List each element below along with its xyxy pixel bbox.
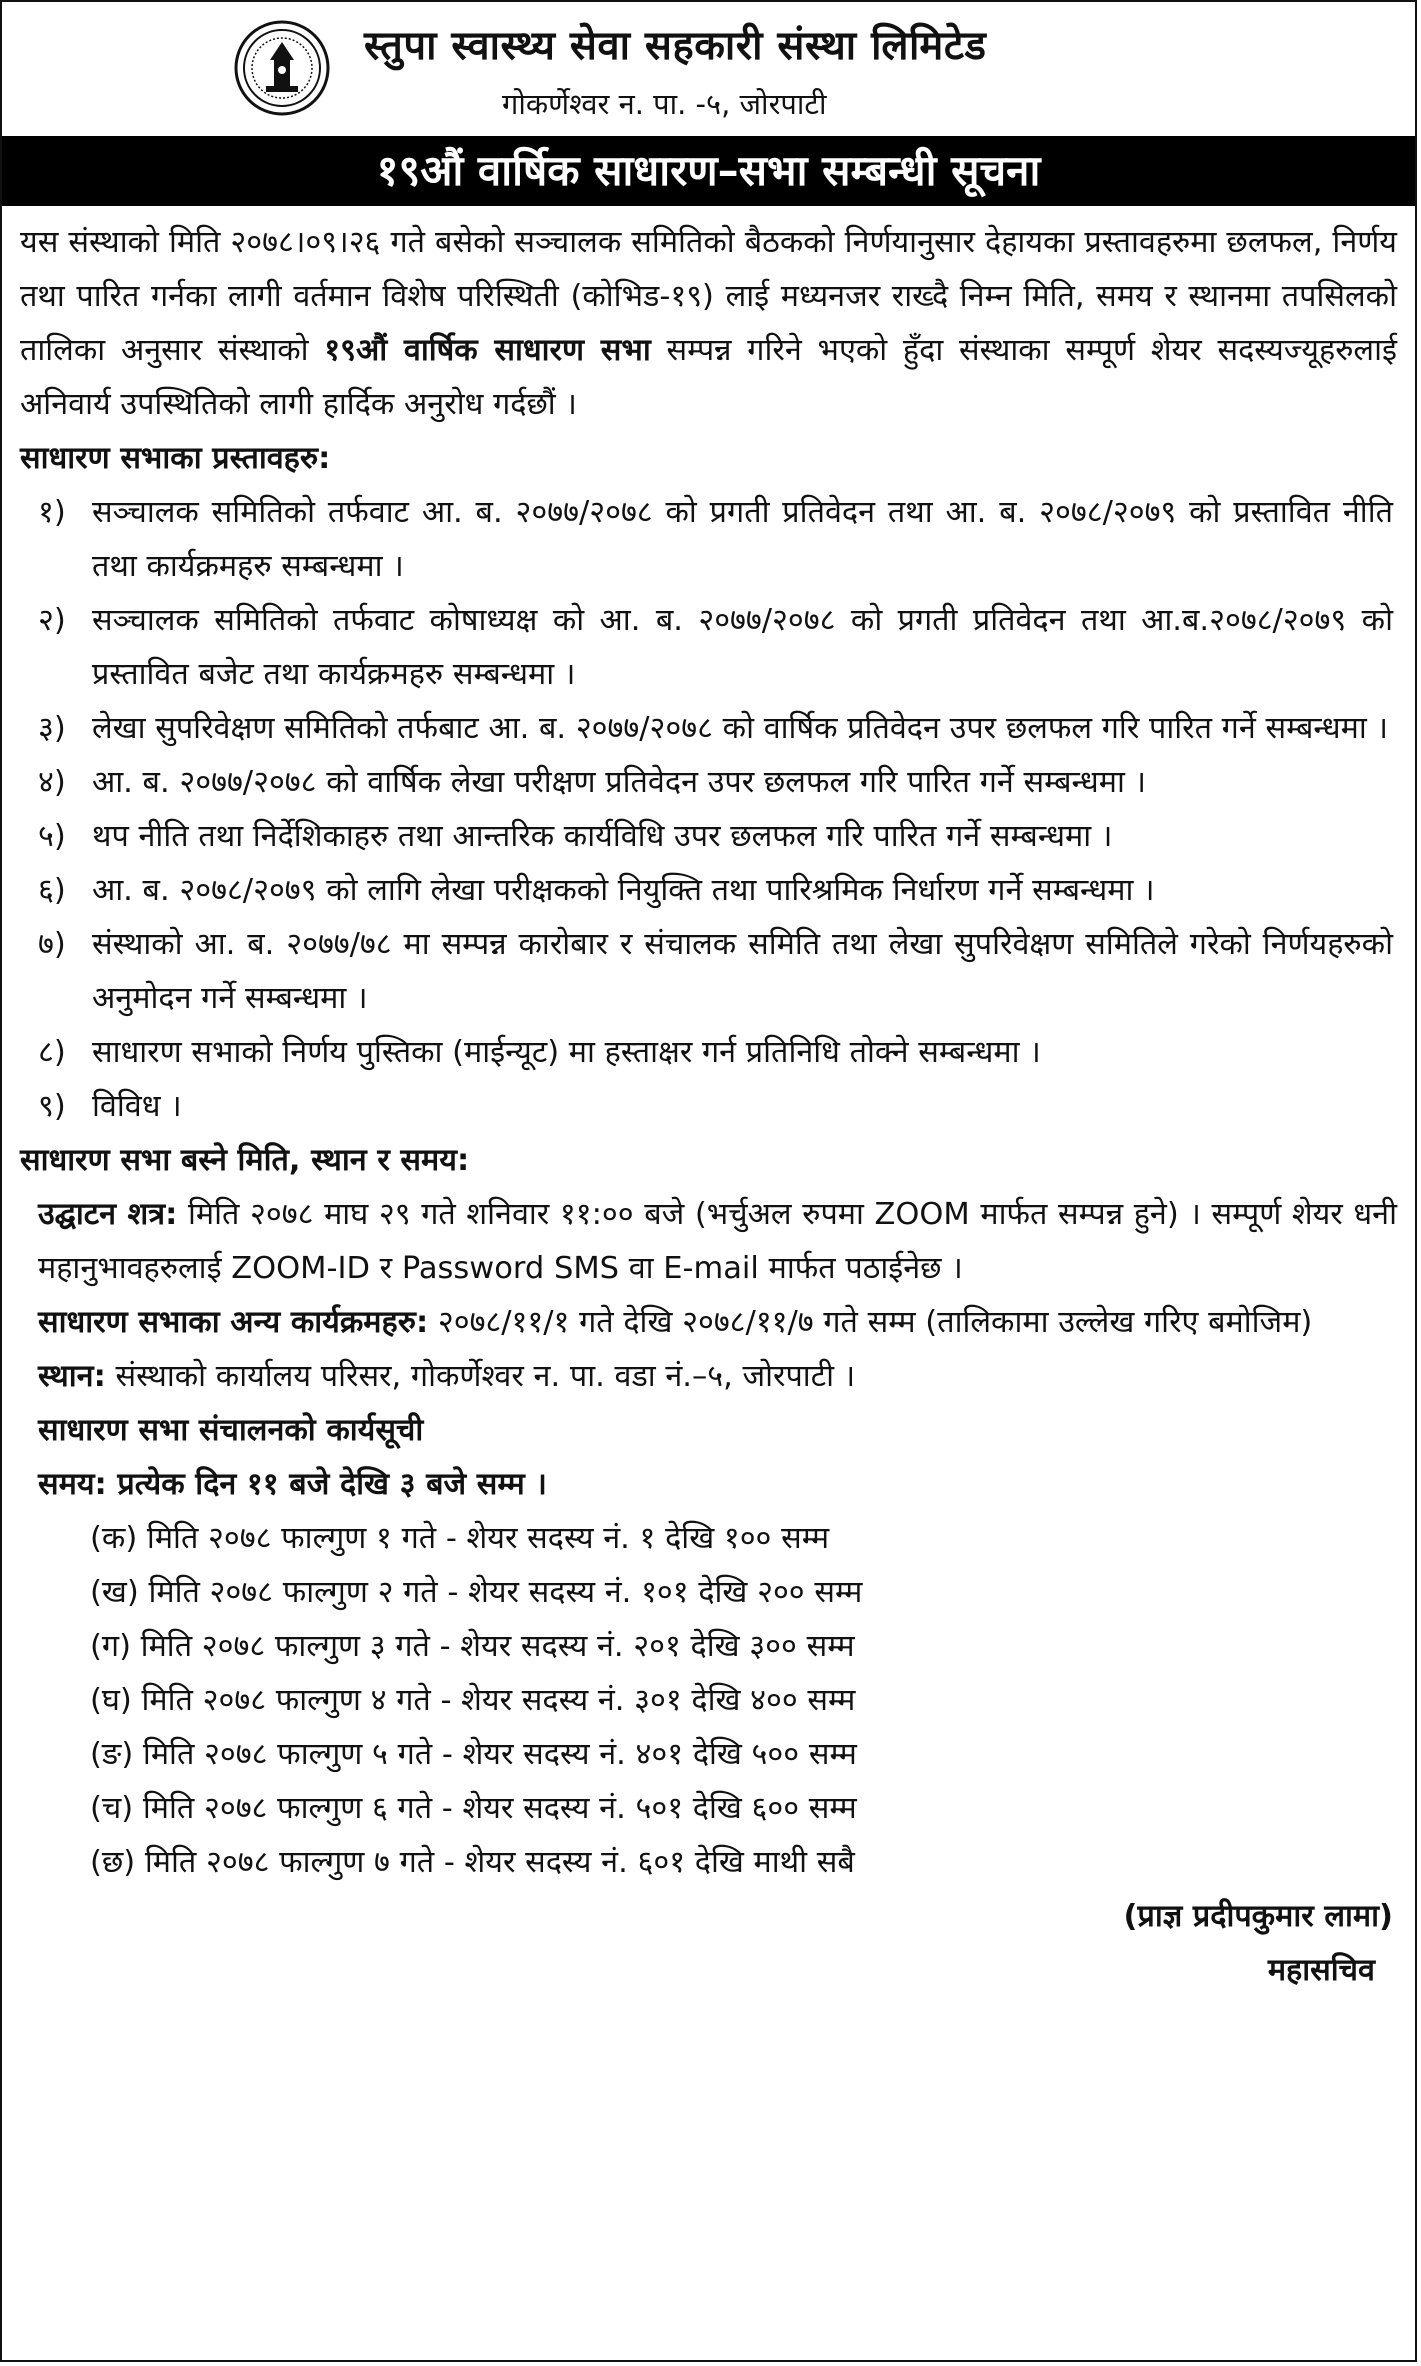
schedule-list xyxy=(20,1512,1397,1890)
proposal-text: विविध । xyxy=(92,1089,182,1124)
proposal-text: सञ्चालक समितिको तर्फवाट आ. ब. २०७७/२०७८ को प्रगती प्रतिवेदन तथा आ. ब. २०७८/२०७९ को प्रस्तावित नीति तथा कार्यक्रमहरु सम्बन्धमा । xyxy=(92,495,1393,584)
intro-text-after: सम्पन्न गरिने भएको हुँदा संस्थाका सम्पूर्ण शेयर सदस्यज्यूहरुलाई अनिवार्य उपस्थितिको लागी हार्दिक अनुरोध गर्दछौं । xyxy=(20,333,1397,422)
proposal-number: ६) xyxy=(38,873,66,908)
signatory-name: (प्राज्ञ प्रदीपकुमार लामा) xyxy=(1123,1899,1393,1934)
proposal-number: १) xyxy=(38,495,66,530)
signatory-title: महासचिव xyxy=(1267,1953,1375,1988)
proposal-number: ७) xyxy=(38,927,66,962)
proposal-number: ३) xyxy=(38,711,66,746)
proposals-heading: साधारण सभाका प्रस्तावहरु: xyxy=(20,441,331,476)
proposal-text: आ. ब. २०७७/२०७८ को वार्षिक लेखा परीक्षण प्रतिवेदन उपर छलफल गरि पारित गर्ने सम्बन्धमा । xyxy=(92,765,1147,800)
schedule-row: (च) मिति २०७८ फाल्गुण ६ गते - शेयर सदस्य नं. ५०१ देखि ६०० सम्म xyxy=(90,1791,857,1826)
proposal-text: लेखा सुपरिवेक्षण समितिको तर्फबाट आ. ब. २०७७/२०७८ को वार्षिक प्रतिवेदन उपर छलफल गरि पारित गर्ने सम्बन्धमा । xyxy=(92,711,1389,746)
other-programs-text: २०७८/११/१ गते देखि २०७८/११/७ गते सम्म (तालिकामा उल्लेख गरिए बमोजिम) xyxy=(437,1305,1313,1340)
proposal-number: २) xyxy=(38,603,66,638)
notice-title: १९औं वार्षिक साधारण–सभा सम्बन्धी सूचना xyxy=(2,136,1415,206)
proposal-item xyxy=(20,756,1397,810)
intro-bold-text: १९औं वार्षिक साधारण सभा xyxy=(324,333,651,368)
meeting-heading: साधारण सभा बस्ने मिति, स्थान र समय: xyxy=(20,1143,470,1178)
proposal-item xyxy=(20,1080,1397,1134)
schedule-row: (छ) मिति २०७८ फाल्गुण ७ गते - शेयर सदस्य नं. ६०१ देखि माथी सबै xyxy=(90,1845,855,1880)
opening-text: मिति २०७८ माघ २९ गते शनिवार ११:०० बजे (भर्चुअल रुपमा ZOOM मार्फत सम्पन्न हुने) । सम्पूर्ण शेयर धनी महानुभावहरुलाई ZOOM-ID र Password SMS वा E-mail मार्फत पठाईनेछ । xyxy=(38,1197,1397,1286)
venue-text: संस्थाको कार्यालय परिसर, गोकर्णेश्वर न. पा. वडा नं.–५, जोरपाटी । xyxy=(115,1359,856,1394)
opening-session xyxy=(20,1188,1397,1296)
proposal-item xyxy=(20,864,1397,918)
proposals-list xyxy=(20,486,1397,1134)
proposal-number: ९) xyxy=(38,1089,66,1124)
notice-body xyxy=(20,216,1397,1998)
schedule-row: (घ) मिति २०७८ फाल्गुण ४ गते - शेयर सदस्य नं. ३०१ देखि ४०० सम्म xyxy=(90,1683,856,1718)
proposal-item xyxy=(20,918,1397,1026)
proposal-number: ४) xyxy=(38,765,66,800)
organization-address: गोकर्णेश्वर न. पा. -५, जोरपाटी xyxy=(502,87,827,121)
schedule-row: (क) मिति २०७८ फाल्गुण १ गते - शेयर सदस्य नं. १ देखि १०० सम्म xyxy=(90,1521,830,1556)
intro-paragraph xyxy=(20,216,1397,432)
venue xyxy=(20,1350,1397,1404)
intro-text-before: यस संस्थाको मिति २०७८।०९।२६ गते बसेको सञ्चालक समितिको बैठकको निर्णयानुसार देहायका प्रस्तावहरुमा छलफल, निर्णय तथा पारित गर्नका लागी वर्तमान विशेष परिस्थिती (कोभिड-१९) लाई मध्यनजर राख्दै निम्न मिति, समय र स्थानमा तपसिलको तालिका अनुसार संस्थाको xyxy=(20,225,1397,368)
proposal-text: साधारण सभाको निर्णय पुस्तिका (माईन्यूट) मा हस्ताक्षर गर्न प्रतिनिधि तोक्ने सम्बन्धमा । xyxy=(92,1035,1041,1070)
proposal-number: ८) xyxy=(38,1035,66,1070)
proposal-item xyxy=(20,810,1397,864)
schedule-row: (ङ) मिति २०७८ फाल्गुण ५ गते - शेयर सदस्य नं. ४०१ देखि ५०० सम्म xyxy=(90,1737,857,1772)
cooperative-seal-logo-icon xyxy=(234,20,330,116)
opening-label: उद्घाटन शत्र: xyxy=(38,1197,178,1232)
notice-header xyxy=(2,2,1415,195)
schedule-heading: साधारण सभा संचालनको कार्यसूची xyxy=(38,1413,424,1448)
schedule-row: (ख) मिति २०७८ फाल्गुण २ गते - शेयर सदस्य नं. १०१ देखि २०० सम्म xyxy=(90,1575,863,1610)
organization-name: स्तुपा स्वास्थ्य सेवा सहकारी संस्था लिमिटेड xyxy=(364,23,987,69)
proposal-text: आ. ब. २०७८/२०७९ को लागि लेखा परीक्षकको नियुक्ति तथा पारिश्रमिक निर्धारण गर्ने सम्बन्धमा । xyxy=(92,873,1155,908)
proposal-text: संस्थाको आ. ब. २०७७/७८ मा सम्पन्न कारोबार र संचालक समिति तथा लेखा सुपरिवेक्षण समितिले गरेको निर्णयहरुको अनुमोदन गर्ने सम्बन्धमा । xyxy=(92,927,1393,1016)
other-programs-label: साधारण सभाका अन्य कार्यक्रमहरु: xyxy=(38,1305,429,1340)
schedule-time: समय: प्रत्येक दिन ११ बजे देखि ३ बजे सम्म । xyxy=(38,1467,547,1502)
proposal-item xyxy=(20,486,1397,594)
proposal-item xyxy=(20,1026,1397,1080)
venue-label: स्थान: xyxy=(38,1359,106,1394)
proposal-item xyxy=(20,702,1397,756)
proposal-text: थप नीति तथा निर्देशिकाहरु तथा आन्तरिक कार्यविधि उपर छलफल गरि पारित गर्ने सम्बन्धमा । xyxy=(92,819,1113,854)
proposal-number: ५) xyxy=(38,819,66,854)
other-programs xyxy=(20,1296,1397,1350)
proposal-text: सञ्चालक समितिको तर्फवाट कोषाध्यक्ष को आ. ब. २०७७/२०७८ को प्रगती प्रतिवेदन तथा आ.ब.२०७८/२०७९ को प्रस्तावित बजेट तथा कार्यक्रमहरु सम्बन्धमा । xyxy=(92,603,1393,692)
schedule-row: (ग) मिति २०७८ फाल्गुण ३ गते - शेयर सदस्य नं. २०१ देखि ३०० सम्म xyxy=(90,1629,855,1664)
proposal-item xyxy=(20,594,1397,702)
